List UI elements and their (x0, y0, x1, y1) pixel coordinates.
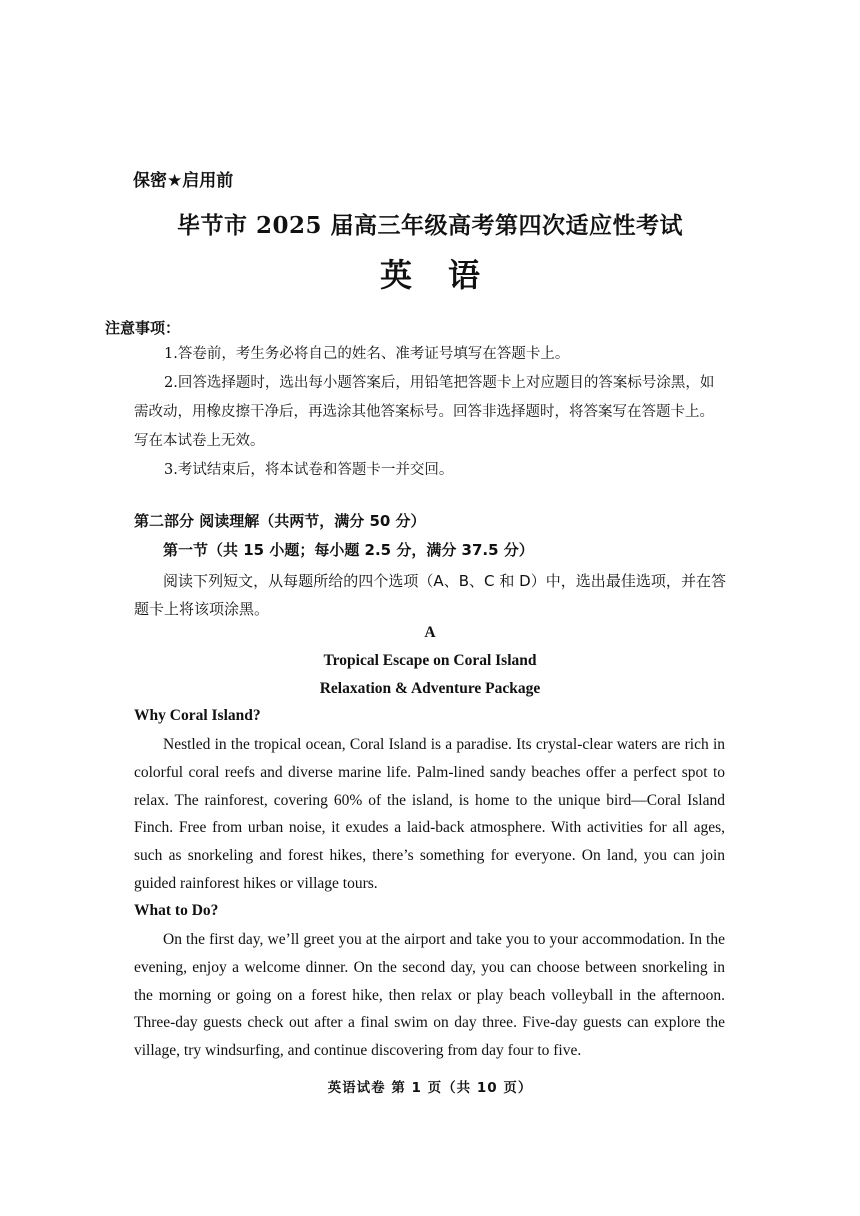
reading-instructions: 阅读下列短文，从每题所给的四个选项（A、B、C 和 D）中，选出最佳选项，并在答题卡上将该项涂黑。 (134, 572, 726, 618)
heading-why-coral-island: Why Coral Island? (134, 707, 261, 724)
passage-label: A (424, 624, 436, 641)
paragraph-what: On the first day, we’ll greet you at the airport and take you to your accommodation. In the evening, enjoy a welcome dinner. On the second day, you can choose between snorkeling in the morning or going on a forest hike, then relax or play beach volleyball in the afternoon. Three-day guests check out after a final swim on day three. Five-day guests can explore the village, try windsurfing, and continue discovering from day four to five. (134, 931, 725, 1060)
notice-heading: 注意事项： (105, 319, 181, 337)
notice-item-2: 2.回答选择题时，选出每小题答案后，用铅笔把答题卡上对应题目的答案标号涂黑，如需改动，用橡皮擦干净后，再选涂其他答案标号。回答非选择题时，将答案写在答题卡上。写在本试卷上无效。 (134, 375, 715, 449)
passage-subtitle: Relaxation & Adventure Package (319, 680, 541, 697)
heading-what-to-do: What to Do? (134, 902, 219, 919)
section-title: 第一节（共 15 小题；每小题 2.5 分，满分 37.5 分） (163, 541, 534, 559)
passage-title: Tropical Escape on Coral Island (323, 652, 537, 669)
notice-item-1: 1.答卷前，考生务必将自己的姓名、准考证号填写在答题卡上。 (164, 346, 570, 362)
paragraph-why: Nestled in the tropical ocean, Coral Island is a paradise. Its crystal-clear waters are rich in colorful coral reefs and diverse marine life. Palm-lined sandy beaches offer a perfect spot to relax. The rainforest, covering 60% of the island, is home to the unique bird—Coral Island Finch. Free from urban noise, it exudes a laid-back atmosphere. With activities for all ages, such as snorkeling and forest hikes, there’s something for everyone. On land, you can join guided rainforest hikes or village tours. (134, 736, 725, 892)
subject-title: 英语 (379, 256, 516, 294)
exam-title: 毕节市 2025 届高三年级高考第四次适应性考试 (176, 212, 684, 239)
confidential-label: 保密★启用前 (133, 171, 234, 191)
page-footer: 英语试卷 第 1 页（共 10 页） (327, 1080, 533, 1096)
notice-item-3: 3.考试结束后，将本试卷和答题卡一并交回。 (164, 462, 454, 478)
part-title: 第二部分 阅读理解（共两节，满分 50 分） (134, 512, 426, 530)
